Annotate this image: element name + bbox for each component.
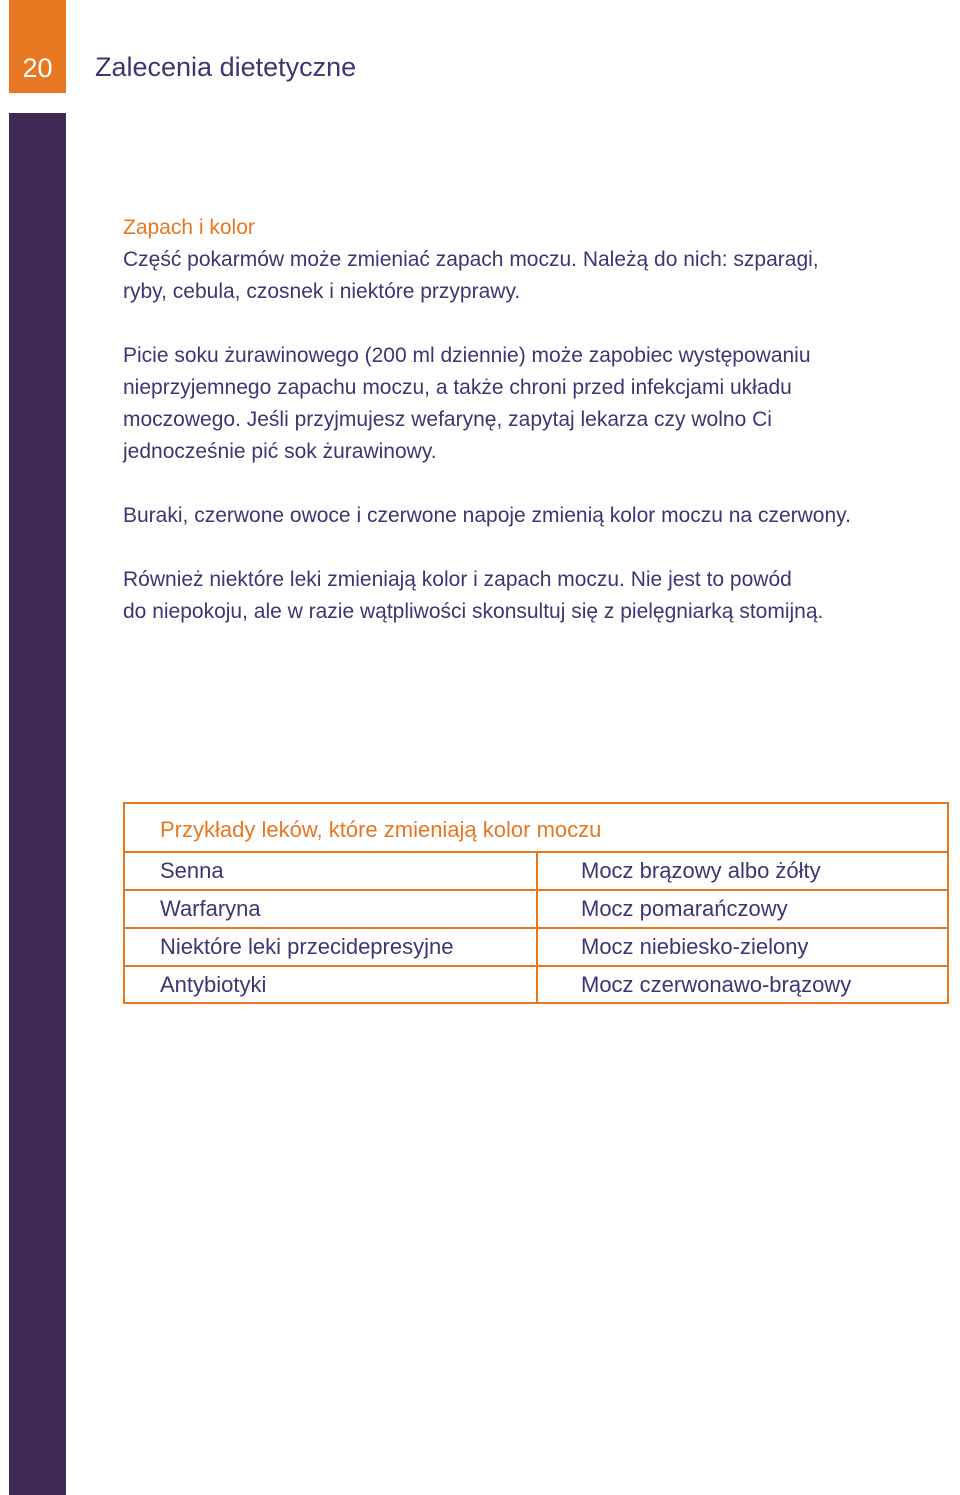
main-content [123,212,953,628]
paragraph-line: nieprzyjemnego zapachu moczu, a także chroni przed infekcjami układu [123,376,792,399]
table-row [125,891,947,929]
section-heading: Zapach i kolor [123,216,255,239]
paragraph-line: ryby, cebula, czosnek i niektóre przyprawy. [123,280,521,303]
effect-cell: Mocz czerwonawo-brązowy [581,971,852,997]
paragraph-line: Również niektóre leki zmieniają kolor i zapach moczu. Nie jest to powód [123,568,792,591]
drug-cell: Senna [125,853,538,889]
drug-color-table [123,802,949,1004]
table-row [125,967,947,1002]
paragraph-line: Buraki, czerwone owoce i czerwone napoje zmienią kolor moczu na czerwony. [123,504,851,527]
table-row [125,853,947,891]
drug-cell: Niektóre leki przecidepresyjne [125,929,538,965]
sidebar-decoration [9,113,66,1495]
effect-cell: Mocz brązowy albo żółty [581,858,821,883]
effect-cell: Mocz pomarańczowy [581,896,788,921]
drug-cell: Antybiotyki [125,967,538,1002]
paragraph-line: jednocześnie pić sok żurawinowy. [123,440,437,463]
effect-cell: Mocz niebiesko-zielony [581,934,809,959]
table-row [125,929,947,967]
page-number-badge [9,0,66,93]
paragraph-line: Część pokarmów może zmieniać zapach moczu. Należą do nich: szparagi, [123,248,819,271]
page-number: 20 [22,53,53,83]
drug-cell: Warfaryna [125,891,538,927]
paragraph-line: do niepokoju, ale w razie wątpliwości skonsultuj się z pielęgniarką stomijną. [123,600,824,623]
paragraph-line: moczowego. Jeśli przyjmujesz wefarynę, zapytaj lekarza czy wolno Ci [123,408,772,431]
table-title: Przykłady leków, które zmieniają kolor moczu [125,804,947,853]
paragraph-line: Picie soku żurawinowego (200 ml dziennie) może zapobiec występowaniu [123,344,811,367]
page-title: Zalecenia dietetyczne [95,52,357,82]
